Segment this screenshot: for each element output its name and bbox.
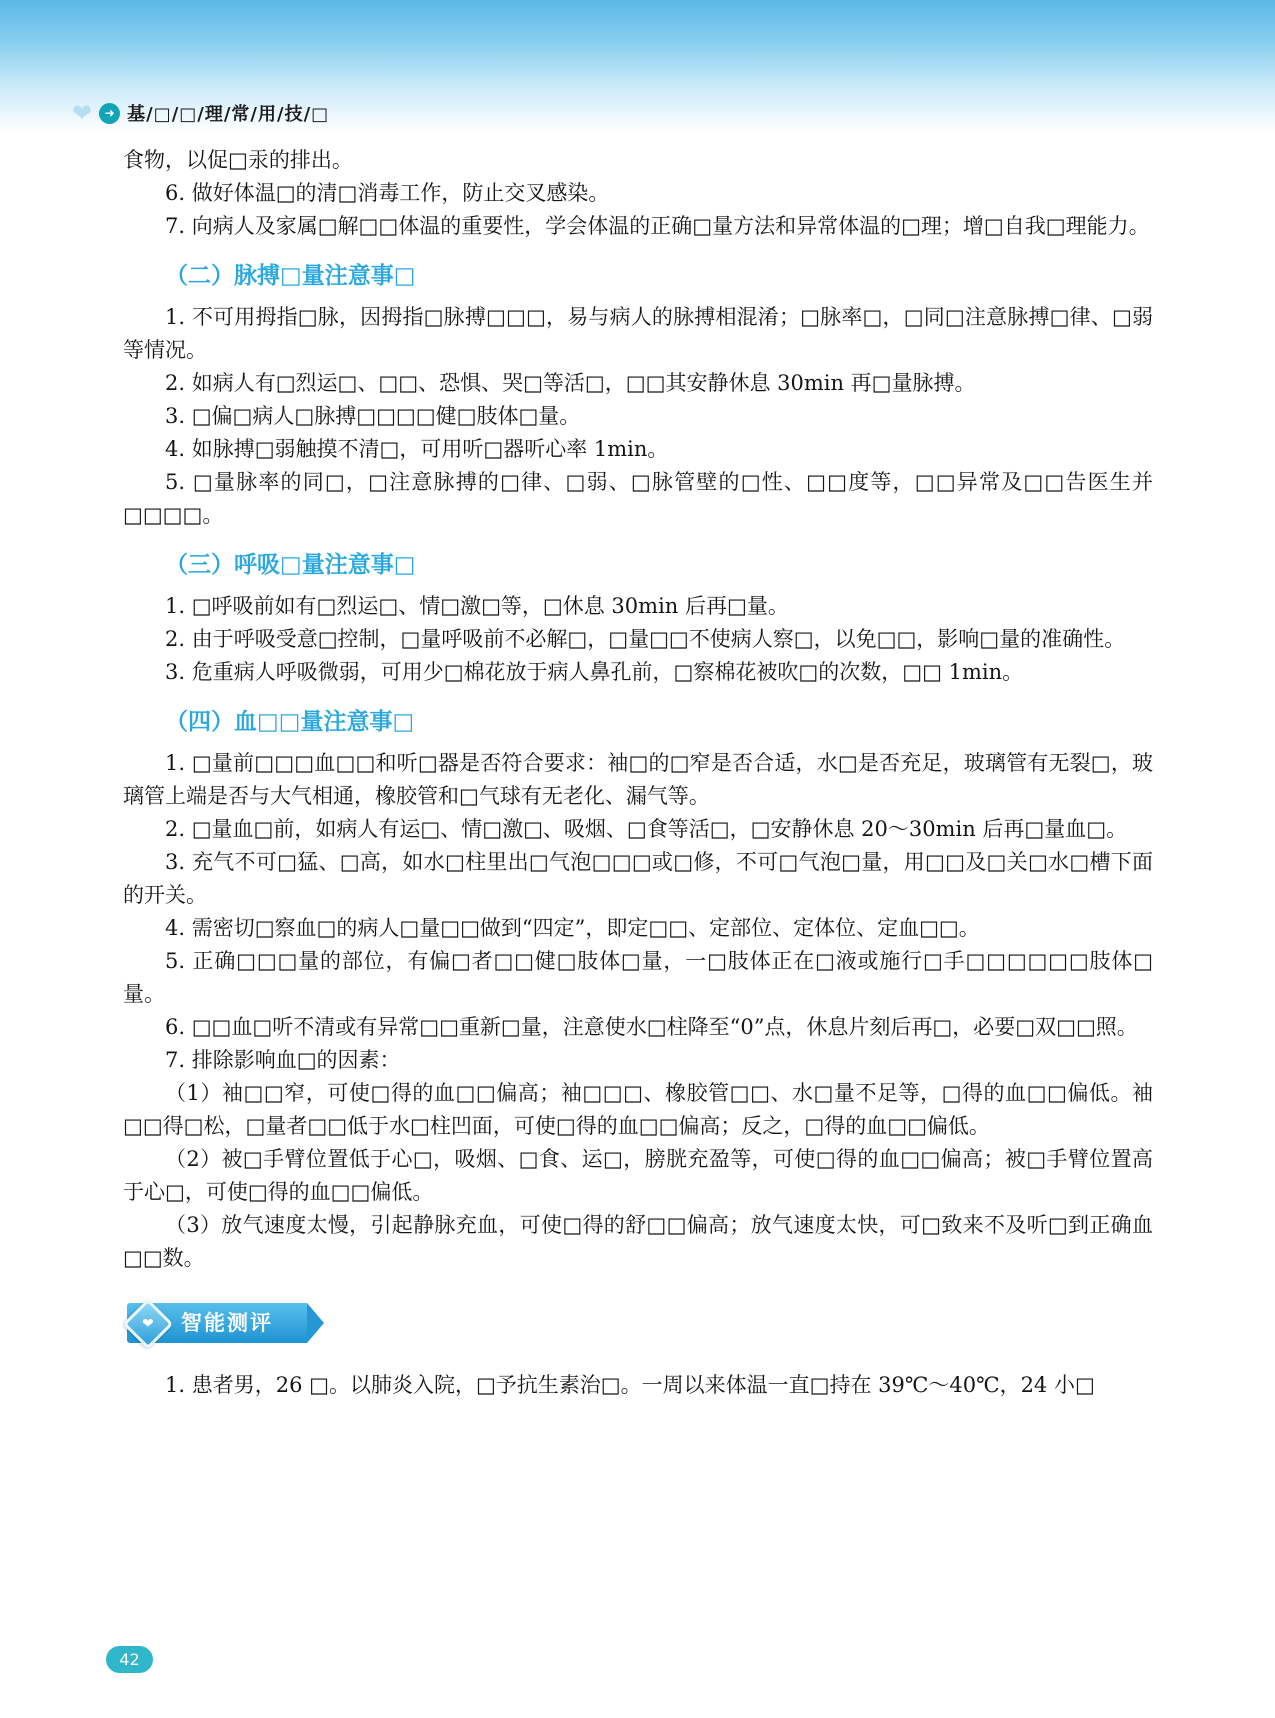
heart-icon: ❤ [72,99,93,127]
list-item-paragraph: （2）被□手臂位置低于心□，吸烟、□食、运□，膀胱充盈等，可使□得的血□□偏高；被□手臂位置高于心□，可使□得的血□□偏低。 [123,1147,1153,1204]
list-item-paragraph: 4. 如脉搏□弱触摸不清□，可用听□器听心率 1min。 [165,437,669,461]
list-item-paragraph: 5. 正确□□□量的部位，有偏□者□□健□肢体□量，一□肢体正在□液或施行□手□□□□□□肢体□量。 [123,949,1153,1006]
body-paragraph: 7. 向病人及家属□解□□体温的重要性，学会体温的正确□量方法和异常体温的□理；增□自我□理能力。 [165,214,1150,238]
heart-pulse-icon [123,1299,174,1350]
body-paragraph: 食物，以促□汞的排出。 [123,148,353,172]
list-item-paragraph: （1）袖□□窄，可使□得的血□□偏高；袖□□□、橡胶管□□、水□量不足等，□得的血□□偏低。袖□□得□松，□量者□□低于水□柱凹面，可使□得的血□□偏高；反之，□得的血□□偏低。 [123,1081,1153,1138]
section-heading-blood-pressure: （四）血□□量注意事□ [165,709,415,735]
list-item-paragraph: 2. 由于呼吸受意□控制，□量呼吸前不必解□，□量□□不使病人察□，以免□□，影响□量的准确性。 [165,627,1126,651]
list-item-paragraph: 1. 不可用拇指□脉，因拇指□脉搏□□□，易与病人的脉搏相混淆；□脉率□，□同□注意脉搏□律、□弱等情况。 [123,305,1153,362]
list-item-paragraph: 1. □量前□□□血□□和听□器是否符合要求：袖□的□窄是否合适，水□是否充足，玻璃管有无裂□，玻璃管上端是否与大气相通，橡胶管和□气球有无老化、漏气等。 [123,751,1153,808]
page-number-badge: 42 [106,1646,153,1673]
list-item-paragraph: 2. □量血□前，如病人有运□、情□激□、吸烟、□食等活□，□安静休息 20～30min 后再□量血□。 [165,817,1128,841]
list-item-paragraph: 3. 危重病人呼吸微弱，可用少□棉花放于病人鼻孔前，□察棉花被吹□的次数，□□ 1min。 [165,660,1024,684]
list-item-paragraph: 6. □□血□听不清或有异常□□重新□量，注意使水□柱降至“0”点，休息片刻后再□，必要□双□□照。 [165,1015,1138,1039]
top-gradient-band [0,0,1275,132]
running-header [72,99,329,127]
arrow-glyph: ➜ [104,106,115,120]
header-title: 基/□/□/理/常/用/技/□ [127,104,330,125]
banner-heart-glyph: ❤ [142,1315,154,1332]
smart-quiz-banner [123,1303,1153,1343]
list-item-paragraph: 7. 排除影响血□的因素： [165,1048,401,1072]
list-item-paragraph: 1. □呼吸前如有□烈运□、情□激□等，□休息 30min 后再□量。 [165,594,789,618]
list-item-paragraph: 3. □偏□病人□脉搏□□□□健□肢体□量。 [165,404,581,428]
section-heading-respiration: （三）呼吸□量注意事□ [165,552,416,578]
banner-ribbon [127,1303,307,1343]
list-item-paragraph: 2. 如病人有□烈运□、□□、恐惧、哭□等活□，□□其安静休息 30min 再□量脉搏。 [165,371,976,395]
list-item-paragraph: （3）放气速度太慢，引起静脉充血，可使□得的舒□□偏高；放气速度太快，可□致来不及听□到正确血□□数。 [123,1213,1153,1270]
list-item-paragraph: 5. □量脉率的同□，□注意脉搏的□律、□弱、□脉管壁的□性、□□度等，□□异常及□□告医生并□□□□。 [123,470,1153,527]
page-body [123,132,1153,1402]
section-heading-pulse: （二）脉搏□量注意事□ [165,263,416,289]
list-item-paragraph: 4. 需密切□察血□的病人□量□□做到“四定”，即定□□、定部位、定体位、定血□□。 [165,916,980,940]
banner-label: 智能测评 [181,1311,273,1335]
quiz-paragraph: 1. 患者男，26 □。以肺炎入院，□予抗生素治□。一周以来体温一直□持在 39℃～40℃，24 小□ [165,1373,1095,1397]
body-paragraph: 6. 做好体温□的清□消毒工作，防止交叉感染。 [165,181,610,205]
circle-arrow-icon [99,103,120,124]
list-item-paragraph: 3. 充气不可□猛、□高，如水□柱里出□气泡□□□或□修，不可□气泡□量，用□□及□关□水□槽下面的开关。 [123,850,1153,907]
